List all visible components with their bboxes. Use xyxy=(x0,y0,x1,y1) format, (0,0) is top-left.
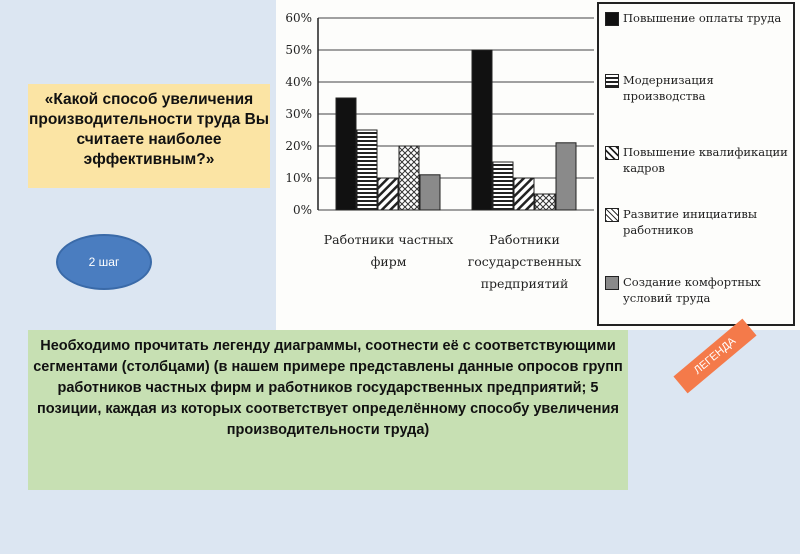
bar xyxy=(399,146,419,210)
legend-swatch xyxy=(605,146,619,160)
bar xyxy=(514,178,534,210)
bar xyxy=(336,98,356,210)
bar xyxy=(493,162,513,210)
step-badge: 2 шаг xyxy=(56,234,152,290)
question-text: «Какой способ увеличения производительности труда Вы считаете наиболее эффективным?» xyxy=(28,91,270,168)
y-tick-label: 60% xyxy=(285,11,312,25)
legend-label: Создание комфортных условий труда xyxy=(623,275,761,305)
legend-label: Повышение оплаты труда xyxy=(623,11,782,25)
legend-label: Повышение квалификации кадров xyxy=(623,145,788,175)
y-tick-label: 0% xyxy=(292,203,312,217)
bar xyxy=(556,143,576,210)
y-tick-label: 10% xyxy=(285,171,312,185)
bar xyxy=(357,130,377,210)
legend-swatch xyxy=(605,208,619,222)
y-tick-label: 40% xyxy=(285,75,312,89)
bar xyxy=(378,178,398,210)
legend-ribbon: ЛЕГЕНДА xyxy=(673,319,756,394)
legend-swatch xyxy=(605,276,619,290)
explanation-text: Необходимо прочитать легенду диаграммы, соотнести её с соответствующими сегментами (столбцами) (в нашем примере представлены данные опросов групп работников частных фирм и работников государственных предприятий; 5 позиции, каждая из которых соответствует определённому способу увеличения производительности труда) xyxy=(33,338,623,438)
bar xyxy=(535,194,555,210)
y-tick-label: 30% xyxy=(285,107,312,121)
x-category-label: государственных xyxy=(467,254,582,269)
x-category-label: Работники частных xyxy=(323,232,454,247)
y-tick-label: 50% xyxy=(285,43,312,57)
bar xyxy=(420,175,440,210)
x-category-label: предприятий xyxy=(480,276,569,291)
x-category-label: фирм xyxy=(370,254,407,269)
legend-label: Модернизация производства xyxy=(623,73,714,103)
legend-label: Развитие инициативы работников xyxy=(623,207,758,237)
y-tick-label: 20% xyxy=(285,139,312,153)
legend-swatch xyxy=(605,12,619,26)
legend-swatch xyxy=(605,74,619,88)
chart-legend xyxy=(597,2,795,326)
bar xyxy=(472,50,492,210)
x-category-label: Работники xyxy=(489,232,560,247)
